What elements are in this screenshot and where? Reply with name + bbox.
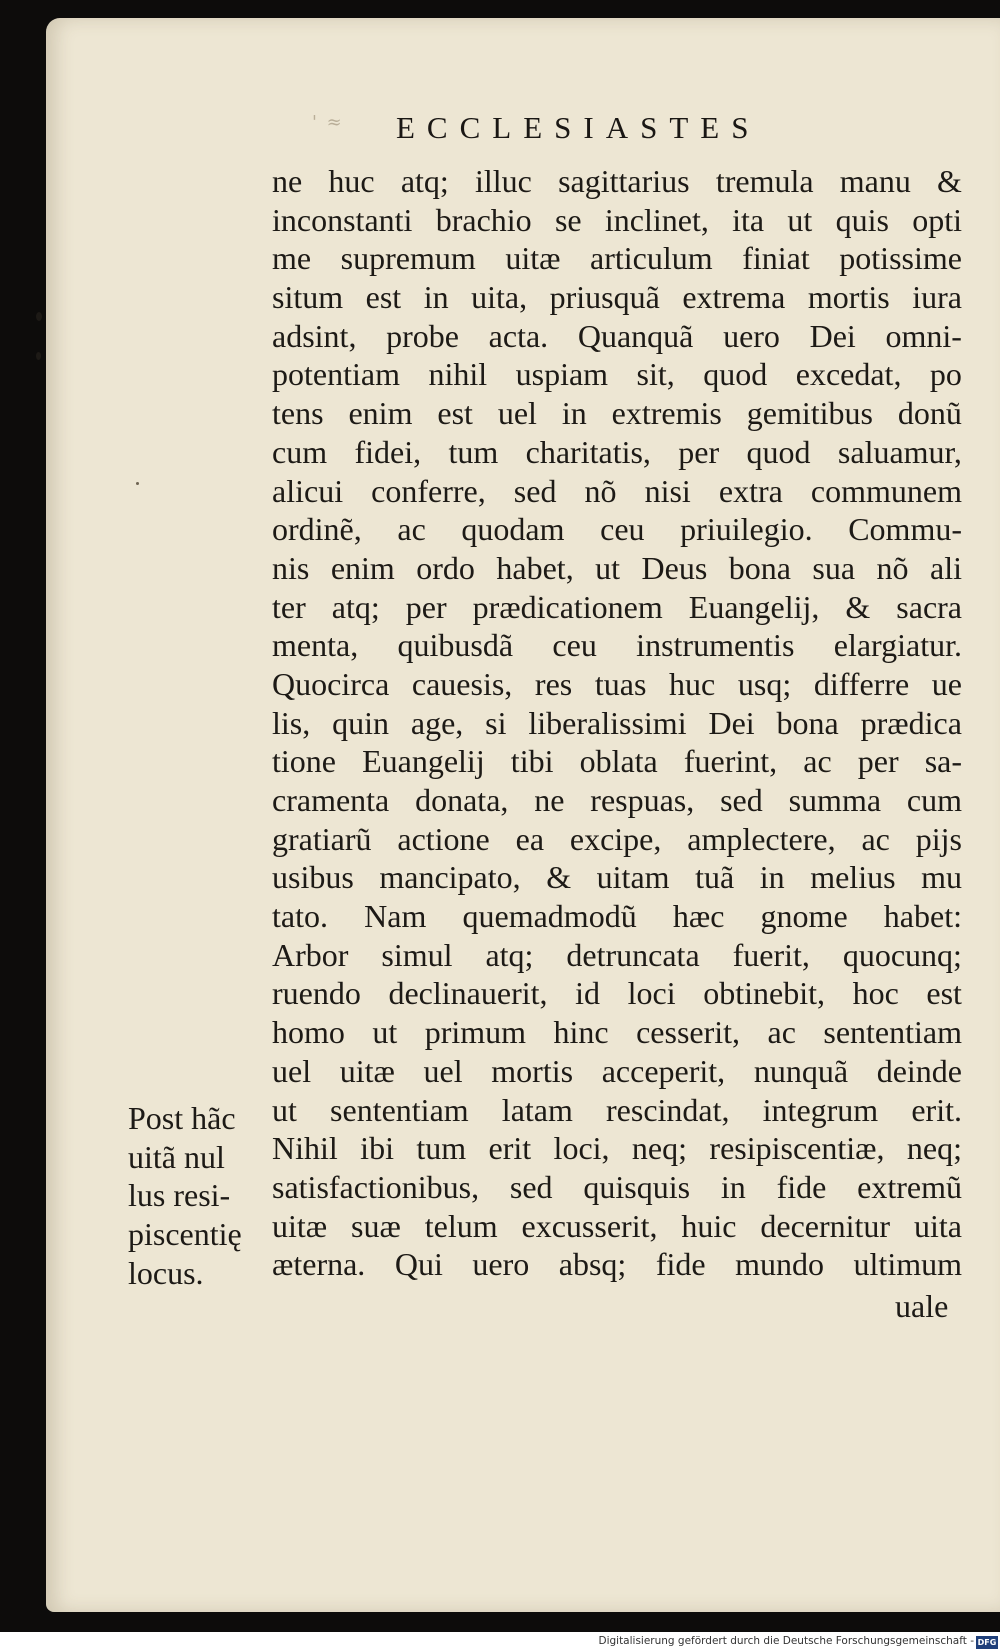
text-line: alicui conferre, sed nõ nisi extra communem [272, 472, 962, 509]
text-line: inconstanti brachio se inclinet, ita ut quis opti [272, 201, 962, 238]
text-line: usibus mancipato, & uitam tuã in melius mu [272, 859, 962, 896]
dfg-logo: DFG [977, 1638, 997, 1647]
running-head [0, 106, 1000, 150]
marginal-note-line: lus resi- [128, 1177, 231, 1214]
catchword: uale [895, 1288, 949, 1324]
marginal-note-line: Post hãc [128, 1100, 236, 1136]
ink-spot [36, 352, 41, 360]
text-line: uel uitæ uel mortis acceperit, nunquã deinde [272, 1052, 962, 1089]
text-line: ter atq; per prædicationem Euangelij, & sacra [272, 588, 962, 625]
text-line: ruendo declinauerit, id loci obtinebit, hoc est [272, 975, 962, 1012]
text-line: cum fidei, tum charitatis, per quod saluamur, [272, 433, 962, 470]
marginal-note [128, 1099, 268, 1292]
text-line: potentiam nihil uspiam sit, quod excedat, po [272, 356, 962, 393]
main-text-block [272, 162, 962, 1284]
text-line: homo ut primum hinc cesserit, ac sententiam [272, 1014, 962, 1051]
text-line: adsint, probe acta. Quanquã uero Dei omni- [272, 317, 962, 354]
ink-spot [136, 482, 139, 485]
text-line: satisfactionibus, sed quisquis in fide extremũ [272, 1168, 962, 1205]
text-line: Quocirca cauesis, res tuas huc usq; differre ue [272, 665, 962, 702]
text-line: uitæ suæ telum excusserit, huic decernitur uita [272, 1207, 962, 1244]
digitization-footer [0, 1634, 1000, 1652]
marginal-note-line: uitã nul [128, 1138, 225, 1175]
text-line: tione Euangelij tibi oblata fuerint, ac per sa- [272, 743, 962, 780]
text-line: situm est in uita, priusquã extrema mortis iura [272, 279, 962, 316]
text-line: nis enim ordo habet, ut Deus bona sua nõ ali [272, 549, 962, 586]
marginal-note-line: locus. [128, 1254, 204, 1291]
footer-credit: Digitalisierung gefördert durch die Deutsche Forschungsgemeinschaft - [598, 1635, 974, 1647]
text-line: cramenta donata, ne respuas, sed summa cum [272, 782, 962, 818]
text-line: ordinẽ, ac quodam ceu priuilegio. Commu- [272, 511, 962, 548]
ink-spot [36, 312, 42, 321]
text-line: gratiarũ actione ea excipe, amplectere, ac pijs [272, 820, 962, 857]
text-line: Nihil ibi tum erit loci, neq; resipiscentiæ, neq; [272, 1130, 962, 1167]
running-head-mark: ' ≈ [312, 112, 344, 133]
text-line: Arbor simul atq; detruncata fuerit, quocunq; [272, 936, 962, 973]
text-line: ut sententiam latam rescindat, integrum erit. [272, 1091, 962, 1128]
marginal-note-line: piscentię [128, 1216, 242, 1253]
text-line: lis, quin age, si liberalissimi Dei bona prædica [272, 704, 962, 741]
text-line: menta, quibusdã ceu instrumentis elargiatur. [272, 627, 962, 664]
text-line: tens enim est uel in extremis gemitibus donũ [272, 395, 962, 432]
text-line: tato. Nam quemadmodũ hæc gnome habet: [272, 898, 962, 935]
text-line: me supremum uitæ articulum finiat potissime [272, 240, 962, 277]
text-line: æterna. Qui uero absq; fide mundo ultimum [272, 1246, 962, 1283]
running-head-title: ECCLESIASTES [396, 110, 761, 145]
text-line: ne huc atq; illuc sagittarius tremula manu & [272, 163, 962, 199]
